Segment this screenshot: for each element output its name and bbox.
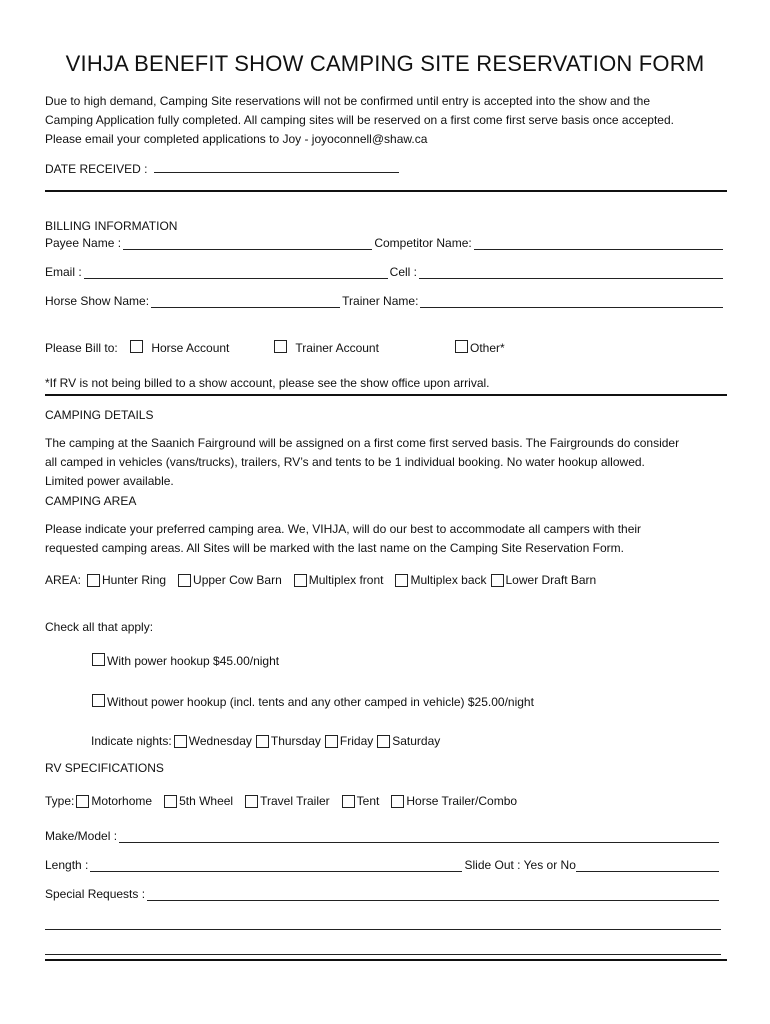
email-row bbox=[45, 265, 725, 279]
details-line: all camped in vehicles (vans/trucks), trailers, RV’s and tents to be 1 individual booking. No water hookup allowed. bbox=[45, 455, 645, 469]
nights-row bbox=[91, 734, 452, 748]
horse-show-label: Horse Show Name: bbox=[45, 294, 150, 308]
type-travel-trailer-option[interactable] bbox=[245, 794, 330, 808]
email-label: Email : bbox=[45, 265, 82, 279]
checkbox[interactable] bbox=[256, 735, 269, 748]
option-label: Thursday bbox=[270, 734, 321, 748]
rv-specs-heading: RV SPECIFICATIONS bbox=[45, 761, 164, 775]
intro-line: Please email your completed applications to Joy - joyoconnell@shaw.ca bbox=[45, 132, 428, 146]
option-label: Horse Account bbox=[151, 341, 230, 355]
checkbox[interactable] bbox=[164, 795, 177, 808]
type-label: Type: bbox=[45, 794, 75, 808]
checkbox[interactable] bbox=[342, 795, 355, 808]
payee-row bbox=[45, 236, 725, 250]
night-wednesday-option[interactable] bbox=[174, 734, 252, 748]
length-label: Length : bbox=[45, 858, 89, 872]
option-label: Lower Draft Barn bbox=[505, 573, 597, 587]
cell-field[interactable] bbox=[419, 267, 723, 279]
details-line: The camping at the Saanich Fairground will be assigned on a first come first served basis. The Fairgrounds do consider bbox=[45, 436, 680, 450]
camping-details-heading: CAMPING DETAILS bbox=[45, 408, 154, 422]
special-requests-extra-line[interactable] bbox=[45, 954, 721, 955]
payee-field[interactable] bbox=[123, 238, 372, 250]
option-label: 5th Wheel bbox=[179, 794, 234, 808]
checkbox[interactable] bbox=[395, 574, 408, 587]
bill-trainer-account-option[interactable] bbox=[274, 340, 379, 355]
competitor-field[interactable] bbox=[474, 238, 723, 250]
type-5th-wheel-option[interactable] bbox=[164, 794, 233, 808]
special-requests-extra-line[interactable] bbox=[45, 929, 721, 930]
section-divider bbox=[45, 190, 727, 192]
checkbox[interactable] bbox=[178, 574, 191, 587]
date-received-label: DATE RECEIVED : bbox=[45, 162, 148, 176]
option-label: Multiplex front bbox=[308, 573, 384, 587]
cell-label: Cell : bbox=[389, 265, 418, 279]
bill-other-option[interactable] bbox=[455, 340, 505, 355]
type-motorhome-option[interactable] bbox=[76, 794, 152, 808]
bill-to-label: Please Bill to: bbox=[45, 341, 118, 355]
night-thursday-option[interactable] bbox=[256, 734, 321, 748]
checkbox[interactable] bbox=[391, 795, 404, 808]
email-field[interactable] bbox=[84, 267, 388, 279]
option-label: Motorhome bbox=[91, 794, 153, 808]
checkbox[interactable] bbox=[274, 340, 287, 353]
slide-out-field[interactable] bbox=[576, 860, 719, 872]
area-multiplex-front-option[interactable] bbox=[294, 573, 384, 587]
special-requests-label: Special Requests : bbox=[45, 887, 146, 901]
details-line: Limited power available. bbox=[45, 474, 174, 488]
horse-show-row bbox=[45, 294, 725, 308]
make-model-label: Make/Model : bbox=[45, 829, 118, 843]
camping-area-text bbox=[45, 520, 735, 558]
option-label: Hunter Ring bbox=[102, 573, 167, 587]
special-requests-row bbox=[45, 887, 721, 901]
option-label: Without power hookup (incl. tents and any other camped in vehicle) $25.00/night bbox=[107, 695, 534, 709]
checkbox[interactable] bbox=[76, 795, 89, 808]
horse-show-field[interactable] bbox=[151, 296, 340, 308]
make-model-field[interactable] bbox=[119, 831, 719, 843]
option-label: Wednesday bbox=[188, 734, 252, 748]
length-field[interactable] bbox=[90, 860, 462, 872]
night-friday-option[interactable] bbox=[325, 734, 373, 748]
checkbox[interactable] bbox=[491, 574, 504, 587]
camping-details-text bbox=[45, 434, 735, 491]
checkbox[interactable] bbox=[174, 735, 187, 748]
intro-paragraph bbox=[45, 92, 735, 149]
rv-type-row bbox=[45, 794, 529, 808]
length-row bbox=[45, 858, 721, 872]
form-title: VIHJA BENEFIT SHOW CAMPING SITE RESERVATION FORM bbox=[65, 51, 705, 76]
option-label: Travel Trailer bbox=[260, 794, 330, 808]
area-label: AREA: bbox=[45, 573, 82, 587]
option-label: Trainer Account bbox=[295, 341, 379, 355]
date-received-field[interactable] bbox=[154, 161, 399, 173]
area-upper-cow-barn-option[interactable] bbox=[178, 573, 282, 587]
bottom-divider bbox=[45, 959, 727, 961]
option-label: Friday bbox=[339, 734, 374, 748]
area-row bbox=[45, 573, 608, 587]
option-label: With power hookup $45.00/night bbox=[107, 654, 280, 668]
checkbox[interactable] bbox=[130, 340, 143, 353]
slide-out-label: Slide Out : Yes or No bbox=[464, 858, 576, 872]
no-power-hookup-option[interactable] bbox=[92, 694, 534, 709]
billing-heading: BILLING INFORMATION bbox=[45, 219, 178, 233]
option-label: Upper Cow Barn bbox=[193, 573, 282, 587]
competitor-label: Competitor Name: bbox=[374, 236, 472, 250]
option-label: Tent bbox=[356, 794, 380, 808]
power-hookup-option[interactable] bbox=[92, 653, 279, 668]
check-all-label: Check all that apply: bbox=[45, 620, 154, 634]
area-multiplex-back-option[interactable] bbox=[395, 573, 486, 587]
intro-line: Due to high demand, Camping Site reservations will not be confirmed until entry is accepted into the show and the bbox=[45, 94, 651, 108]
intro-line: Camping Application fully completed. All camping sites will be reserved on a first come first serve basis once accepted. bbox=[45, 113, 674, 127]
option-label: Saturday bbox=[392, 734, 441, 748]
checkbox[interactable] bbox=[455, 340, 468, 353]
area-lower-draft-barn-option[interactable] bbox=[491, 573, 597, 587]
camping-area-heading: CAMPING AREA bbox=[45, 494, 137, 508]
type-tent-option[interactable] bbox=[342, 794, 380, 808]
trainer-field[interactable] bbox=[420, 296, 723, 308]
checkbox[interactable] bbox=[87, 574, 100, 587]
checkbox[interactable] bbox=[377, 735, 390, 748]
area-hunter-ring-option[interactable] bbox=[87, 573, 166, 587]
checkbox[interactable] bbox=[92, 694, 105, 707]
payee-label: Payee Name : bbox=[45, 236, 122, 250]
trainer-label: Trainer Name: bbox=[342, 294, 419, 308]
option-label: Other* bbox=[470, 341, 505, 355]
checkbox[interactable] bbox=[92, 653, 105, 666]
checkbox[interactable] bbox=[294, 574, 307, 587]
section-divider bbox=[45, 394, 727, 396]
checkbox[interactable] bbox=[325, 735, 338, 748]
night-saturday-option[interactable] bbox=[377, 734, 440, 748]
area-text-line: requested camping areas. All Sites will be marked with the last name on the Camping Site Reservation Form. bbox=[45, 541, 624, 555]
special-requests-field[interactable] bbox=[147, 889, 719, 901]
area-text-line: Please indicate your preferred camping area. We, VIHJA, will do our best to accommodate all campers with their bbox=[45, 522, 642, 536]
type-horse-trailer-combo-option[interactable] bbox=[391, 794, 517, 808]
bill-horse-account-option[interactable] bbox=[130, 340, 229, 355]
checkbox[interactable] bbox=[245, 795, 258, 808]
make-model-row bbox=[45, 829, 721, 843]
rv-billing-note: *If RV is not being billed to a show account, please see the show office upon arrival. bbox=[45, 376, 490, 390]
nights-label: Indicate nights: bbox=[91, 734, 172, 748]
option-label: Multiplex back bbox=[410, 573, 487, 587]
date-received-row bbox=[45, 161, 399, 176]
option-label: Horse Trailer/Combo bbox=[406, 794, 518, 808]
